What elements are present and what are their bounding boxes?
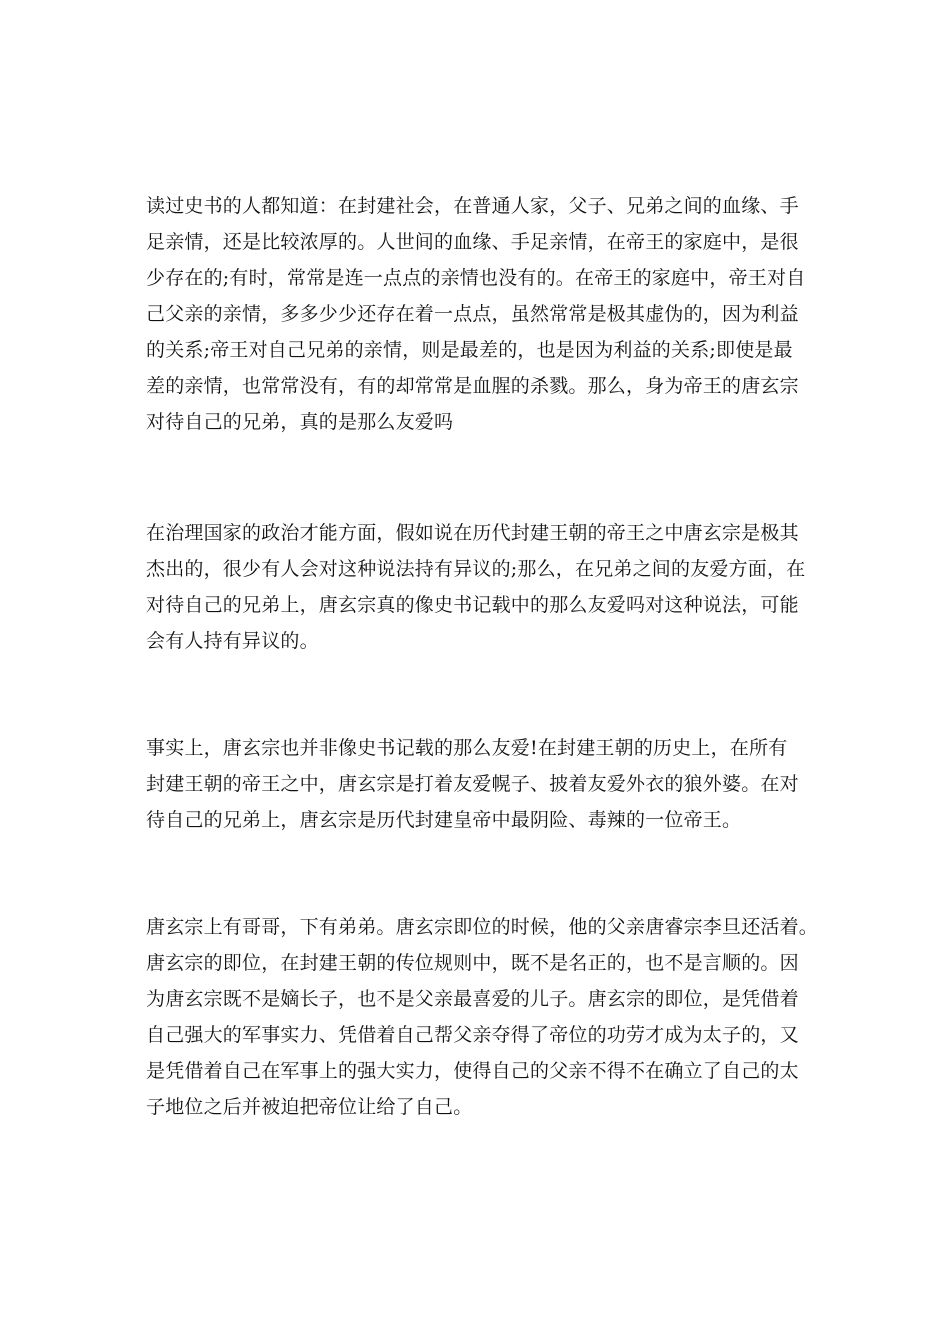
paragraph-3 (146, 730, 826, 838)
text-line: 的关系;帝王对自己兄弟的亲情，则是最差的，也是因为利益的关系;即使是最 (146, 339, 793, 361)
paragraph-2 (146, 515, 826, 659)
text-line: 读过史书的人都知道：在封建社会，在普通人家，父子、兄弟之间的血缘、手 (146, 195, 799, 217)
paragraph-4 (146, 909, 826, 1125)
text-line: 唐玄宗的即位，在封建王朝的传位规则中，既不是名正的，也不是言顺的。因 (146, 952, 799, 974)
text-line: 少存在的;有时，常常是连一点点的亲情也没有的。在帝王的家庭中，帝王对自 (146, 267, 806, 289)
text-line: 在治理国家的政治才能方面，假如说在历代封建王朝的帝王之中唐玄宗是极其 (146, 522, 799, 544)
text-line: 待自己的兄弟上，唐玄宗是历代封建皇帝中最阴险、毒辣的一位帝王。 (146, 809, 742, 831)
text-line: 足亲情，还是比较浓厚的。人世间的血缘、手足亲情，在帝王的家庭中，是很 (146, 231, 799, 253)
text-line: 是凭借着自己在军事上的强大实力，使得自己的父亲不得不在确立了自己的太 (146, 1060, 799, 1082)
text-line: 事实上，唐玄宗也并非像史书记载的那么友爱!在封建王朝的历史上，在所有 (146, 737, 788, 759)
text-line: 唐玄宗上有哥哥，下有弟弟。唐玄宗即位的时候，他的父亲唐睿宗李旦还活着。 (146, 916, 819, 938)
text-line: 子地位之后并被迫把帝位让给了自己。 (146, 1096, 473, 1118)
text-line: 封建王朝的帝王之中，唐玄宗是打着友爱幌子、披着友爱外衣的狼外婆。在对 (146, 773, 799, 795)
text-line: 差的亲情，也常常没有，有的却常常是血腥的杀戮。那么，身为帝王的唐玄宗 (146, 375, 799, 397)
text-line: 为唐玄宗既不是嫡长子，也不是父亲最喜爱的儿子。唐玄宗的即位，是凭借着 (146, 988, 799, 1010)
text-line: 己父亲的亲情，多多少少还存在着一点点，虽然常常是极其虚伪的，因为利益 (146, 303, 799, 325)
text-line: 对待自己的兄弟，真的是那么友爱吗 (146, 411, 454, 433)
paragraph-1 (146, 188, 826, 440)
text-line: 会有人持有异议的。 (146, 630, 319, 652)
text-line: 自己强大的军事实力、凭借着自己帮父亲夺得了帝位的功劳才成为太子的，又 (146, 1024, 799, 1046)
text-line: 杰出的，很少有人会对这种说法持有异议的;那么，在兄弟之间的友爱方面，在 (146, 558, 806, 580)
text-line: 对待自己的兄弟上，唐玄宗真的像史书记载中的那么友爱吗对这种说法，可能 (146, 594, 799, 616)
